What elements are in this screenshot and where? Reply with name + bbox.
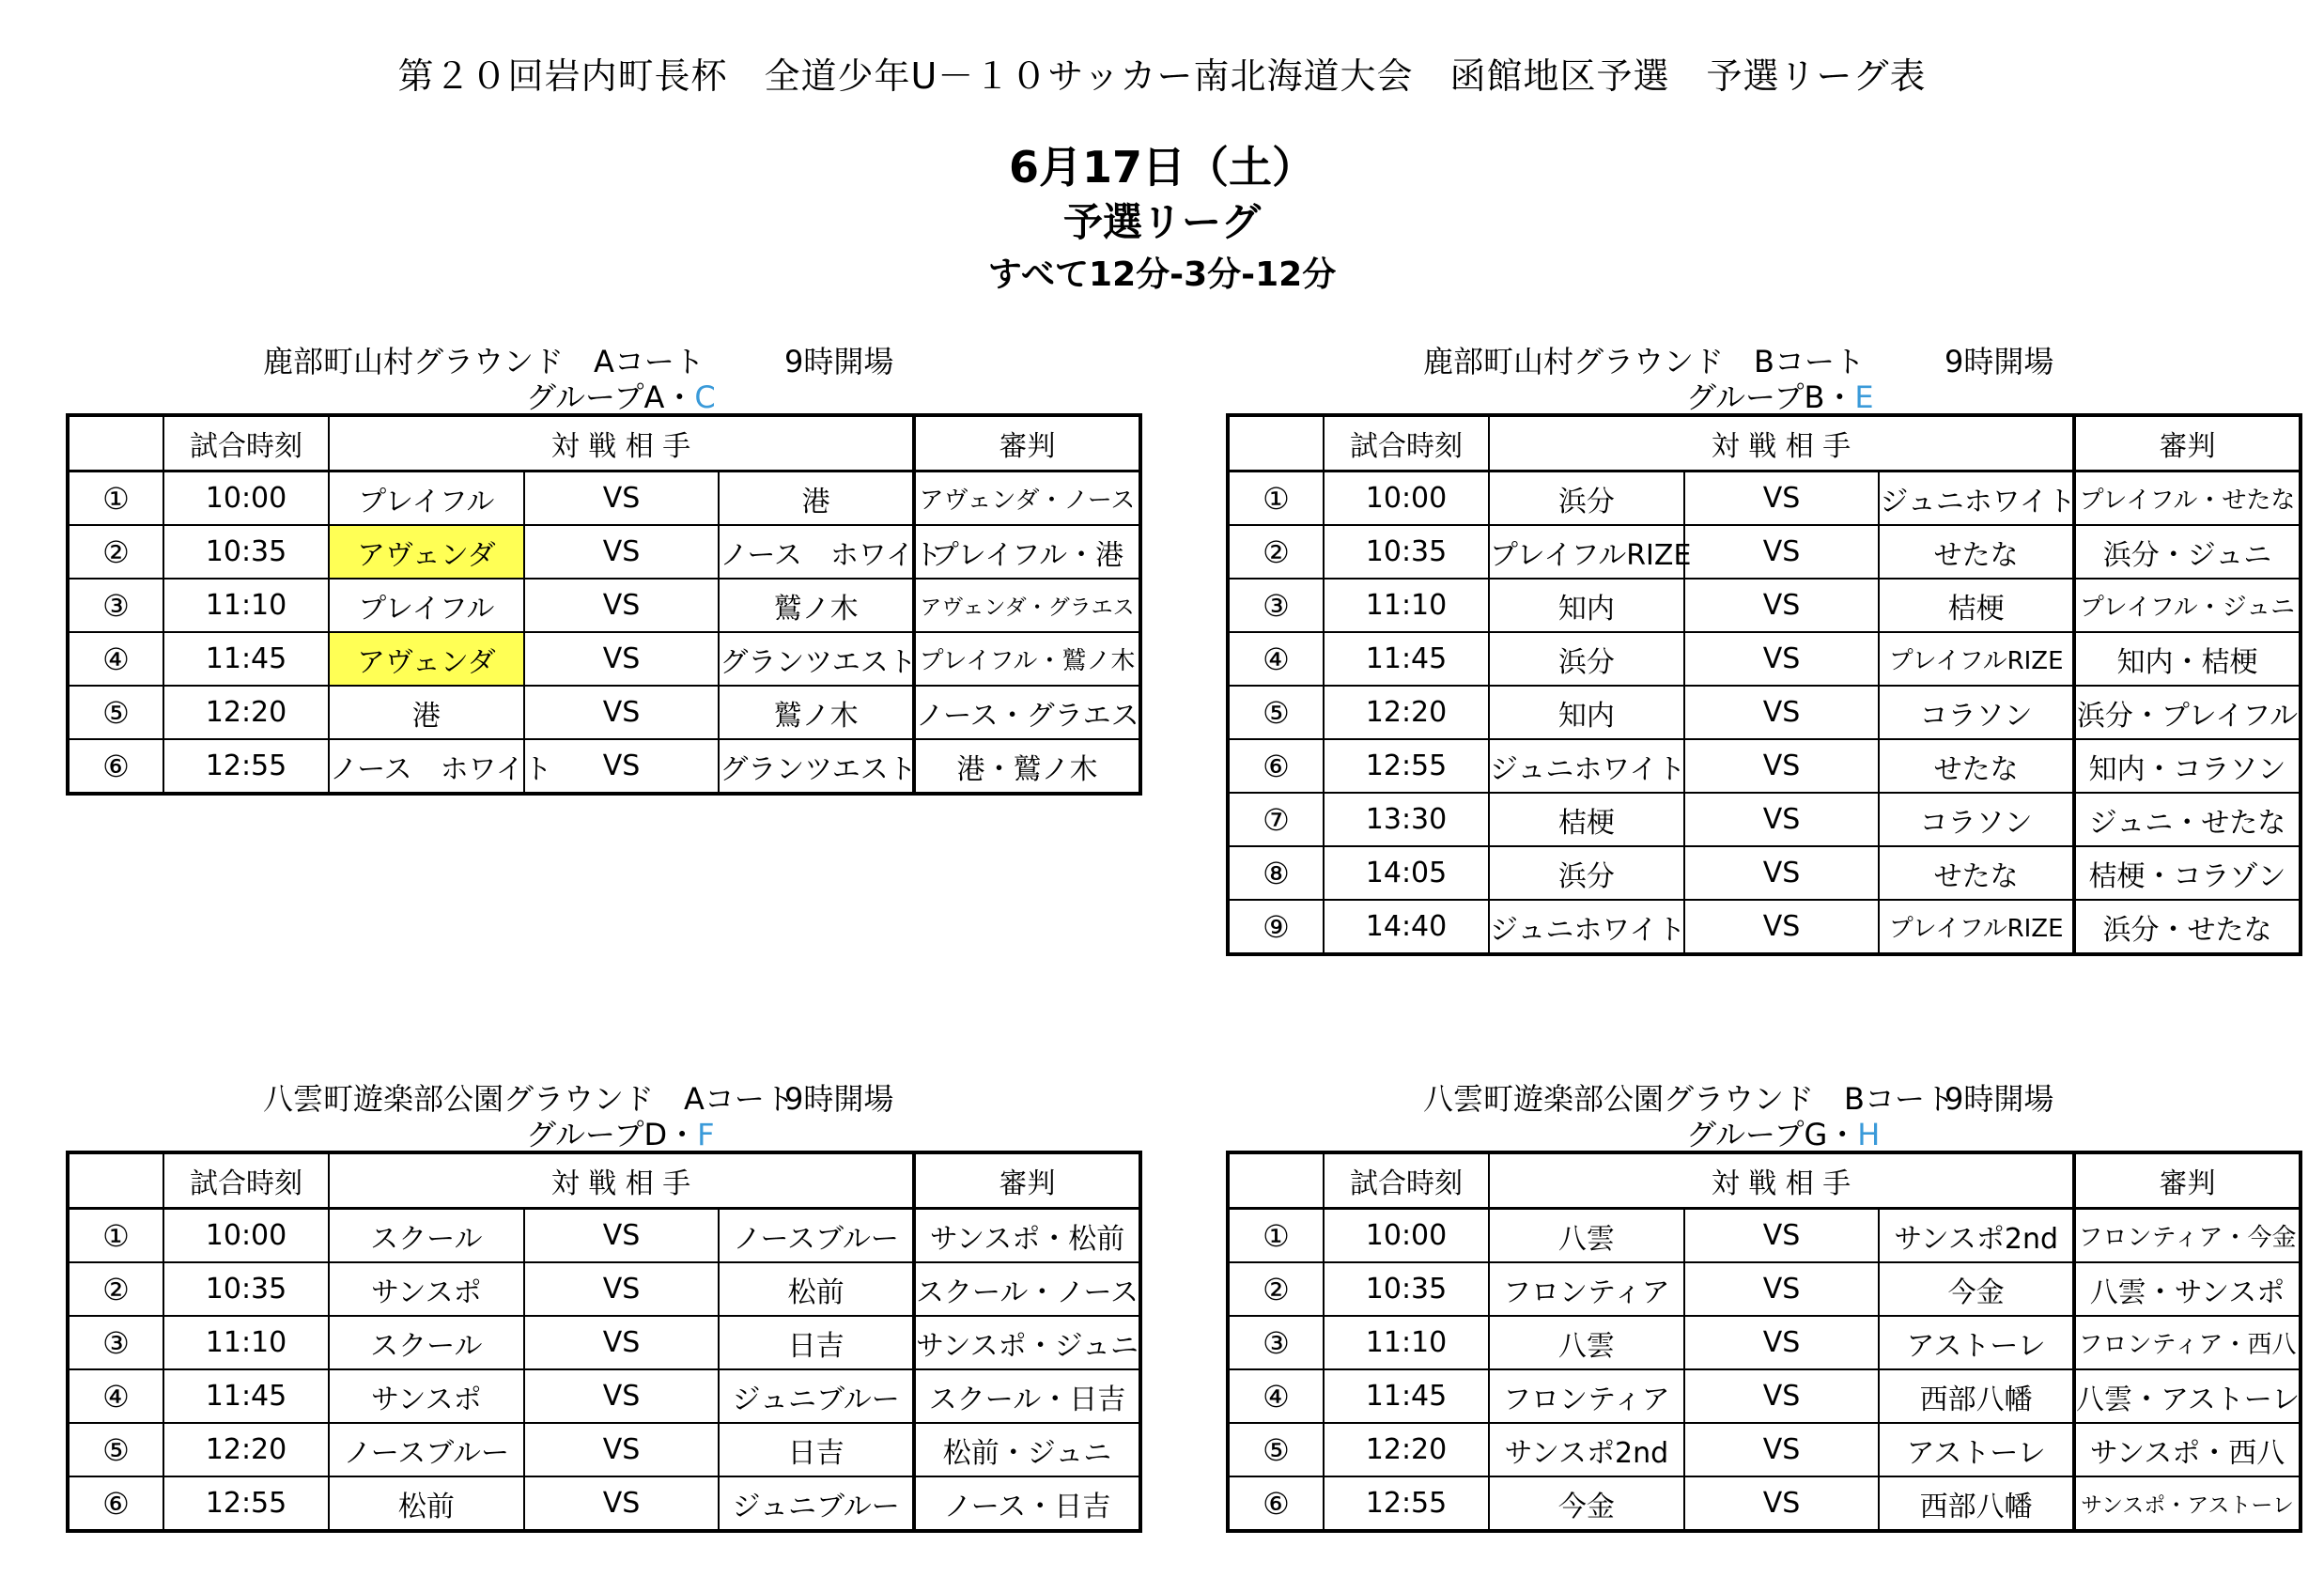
match-number: ② bbox=[68, 1262, 163, 1316]
header-num bbox=[1228, 415, 1324, 471]
match-number: ⑤ bbox=[1228, 1423, 1324, 1476]
venue-line bbox=[66, 1075, 1146, 1117]
vs-label: VS bbox=[1684, 1316, 1880, 1369]
match-time: 11:45 bbox=[163, 632, 329, 686]
vs-label: VS bbox=[1684, 1369, 1880, 1423]
match-number: ① bbox=[1228, 1209, 1324, 1263]
match-number: ③ bbox=[1228, 1316, 1324, 1369]
home-team: アヴェンダ bbox=[329, 525, 524, 579]
home-team: スクール bbox=[329, 1209, 524, 1263]
opening-time: 9時開場 bbox=[1944, 1081, 2054, 1117]
away-team: せたな bbox=[1879, 525, 2074, 579]
page-subtitle: 予選リーグ bbox=[1062, 199, 1261, 245]
referee-cell: プレイフル・せたな bbox=[2074, 471, 2301, 526]
match-number: ③ bbox=[1228, 579, 1324, 632]
match-time: 12:20 bbox=[163, 1423, 329, 1476]
vs-label: VS bbox=[524, 632, 720, 686]
referee-cell: 知内・コラソン bbox=[2074, 739, 2301, 793]
table-header-row bbox=[1228, 1152, 2301, 1209]
away-team: サンスポ2nd bbox=[1879, 1209, 2074, 1263]
home-team: プレイフル bbox=[329, 471, 524, 526]
referee-cell: 知内・桔梗 bbox=[2074, 632, 2301, 686]
away-team: アストーレ bbox=[1879, 1423, 2074, 1476]
home-team: 桔梗 bbox=[1489, 793, 1684, 846]
away-team: ノース ホワイト bbox=[719, 525, 914, 579]
table-row bbox=[68, 739, 1140, 794]
table-row bbox=[1228, 1316, 2301, 1369]
table-header-row bbox=[68, 1152, 1140, 1209]
home-team: 知内 bbox=[1489, 686, 1684, 739]
home-team: ノース ホワイト bbox=[329, 739, 524, 794]
home-team: 浜分 bbox=[1489, 632, 1684, 686]
match-time: 11:10 bbox=[1324, 579, 1489, 632]
match-number: ⑥ bbox=[1228, 739, 1324, 793]
venue-name: 八雲町遊楽部公園グラウンド Aコート bbox=[263, 1081, 795, 1117]
home-team: 浜分 bbox=[1489, 846, 1684, 900]
home-team: サンスポ2nd bbox=[1489, 1423, 1684, 1476]
match-time: 10:00 bbox=[163, 1209, 329, 1263]
referee-cell: プレイフル・港 bbox=[914, 525, 1140, 579]
match-number: ⑥ bbox=[68, 1476, 163, 1531]
home-team: フロンティア bbox=[1489, 1262, 1684, 1316]
vs-label: VS bbox=[1684, 686, 1880, 739]
match-number: ① bbox=[68, 471, 163, 526]
header-referee: 審判 bbox=[2074, 1152, 2301, 1209]
table-row bbox=[68, 1262, 1140, 1316]
match-time: 12:55 bbox=[1324, 739, 1489, 793]
vs-label: VS bbox=[1684, 525, 1880, 579]
home-team: 浜分 bbox=[1489, 471, 1684, 526]
table-row bbox=[68, 1423, 1140, 1476]
vs-label: VS bbox=[1684, 739, 1880, 793]
schedule-table bbox=[66, 1151, 1142, 1533]
referee-cell: サンスポ・松前 bbox=[914, 1209, 1140, 1263]
group-line bbox=[66, 1113, 1146, 1151]
match-number: ② bbox=[1228, 525, 1324, 579]
match-time: 14:40 bbox=[1324, 900, 1489, 954]
group-label: グループA・ bbox=[526, 379, 695, 415]
home-team: ジュニホワイト bbox=[1489, 900, 1684, 954]
group-label: グループG・ bbox=[1686, 1117, 1858, 1152]
referee-cell: アヴェンダ・グラエス bbox=[914, 579, 1140, 632]
match-number: ① bbox=[1228, 471, 1324, 526]
match-number: ⑤ bbox=[68, 1423, 163, 1476]
group-label: グループB・ bbox=[1686, 379, 1855, 415]
header-referee: 審判 bbox=[914, 415, 1140, 471]
table-row bbox=[1228, 632, 2301, 686]
match-time: 11:45 bbox=[1324, 632, 1489, 686]
vs-label: VS bbox=[524, 525, 720, 579]
match-number: ④ bbox=[68, 1369, 163, 1423]
referee-cell: ノース・日吉 bbox=[914, 1476, 1140, 1531]
away-team: ジュニブルー bbox=[719, 1369, 914, 1423]
match-number: ④ bbox=[1228, 1369, 1324, 1423]
vs-label: VS bbox=[1684, 900, 1880, 954]
vs-label: VS bbox=[524, 1262, 720, 1316]
vs-label: VS bbox=[1684, 632, 1880, 686]
table-row bbox=[68, 1369, 1140, 1423]
referee-cell: 浜分・プレイフル bbox=[2074, 686, 2301, 739]
vs-label: VS bbox=[524, 1423, 720, 1476]
referee-cell: ノース・グラエス bbox=[914, 686, 1140, 739]
table-row bbox=[1228, 793, 2301, 846]
header-match: 対 戦 相 手 bbox=[1489, 1152, 2074, 1209]
match-number: ③ bbox=[68, 579, 163, 632]
table-row bbox=[1228, 525, 2301, 579]
table-row bbox=[1228, 471, 2301, 526]
match-number: ⑤ bbox=[68, 686, 163, 739]
table-row bbox=[68, 1316, 1140, 1369]
vs-label: VS bbox=[524, 579, 720, 632]
header-num bbox=[68, 1152, 163, 1209]
header-match: 対 戦 相 手 bbox=[329, 1152, 914, 1209]
referee-cell: プレイフル・鷲ノ木 bbox=[914, 632, 1140, 686]
header-match: 対 戦 相 手 bbox=[1489, 415, 2074, 471]
venue-line bbox=[1226, 1075, 2306, 1117]
header-num bbox=[1228, 1152, 1324, 1209]
home-team: ノースブルー bbox=[329, 1423, 524, 1476]
opening-time: 9時開場 bbox=[1944, 344, 2054, 379]
match-time: 12:55 bbox=[163, 1476, 329, 1531]
away-team: アストーレ bbox=[1879, 1316, 2074, 1369]
vs-label: VS bbox=[1684, 1423, 1880, 1476]
away-team: 桔梗 bbox=[1879, 579, 2074, 632]
away-team: 今金 bbox=[1879, 1262, 2074, 1316]
event-date: 6月17日（土） bbox=[1008, 142, 1316, 193]
group-line bbox=[1226, 1113, 2306, 1151]
header-referee: 審判 bbox=[914, 1152, 1140, 1209]
home-team: スクール bbox=[329, 1316, 524, 1369]
home-team: 今金 bbox=[1489, 1476, 1684, 1531]
vs-label: VS bbox=[524, 1209, 720, 1263]
page-title: 第２０回岩内町長杯 全道少年U－１０サッカー南北海道大会 函館地区予選 予選リーグ表 bbox=[397, 55, 1927, 97]
away-team: グランツエスト bbox=[719, 739, 914, 794]
match-number: ③ bbox=[68, 1316, 163, 1369]
vs-label: VS bbox=[1684, 1476, 1880, 1531]
away-team: プレイフルRIZE bbox=[1879, 632, 2074, 686]
match-time: 11:10 bbox=[1324, 1316, 1489, 1369]
away-team: 西部八幡 bbox=[1879, 1476, 2074, 1531]
match-time: 11:45 bbox=[163, 1369, 329, 1423]
home-team: プレイフル bbox=[329, 579, 524, 632]
table-header-row bbox=[1228, 415, 2301, 471]
away-team: 日吉 bbox=[719, 1316, 914, 1369]
group-label: グループD・ bbox=[526, 1117, 698, 1152]
opening-time: 9時開場 bbox=[784, 344, 894, 379]
table-row bbox=[68, 686, 1140, 739]
table-row bbox=[1228, 1209, 2301, 1263]
away-team: コラソン bbox=[1879, 793, 2074, 846]
vs-label: VS bbox=[1684, 471, 1880, 526]
away-team: 西部八幡 bbox=[1879, 1369, 2074, 1423]
schedule-table bbox=[1226, 1151, 2302, 1533]
away-team: コラソン bbox=[1879, 686, 2074, 739]
match-time: 10:35 bbox=[163, 1262, 329, 1316]
referee-cell: 八雲・アストーレ bbox=[2074, 1369, 2301, 1423]
vs-label: VS bbox=[524, 686, 720, 739]
match-number: ⑦ bbox=[1228, 793, 1324, 846]
group-accent-label: E bbox=[1854, 379, 1874, 415]
table-row bbox=[68, 525, 1140, 579]
match-number: ④ bbox=[68, 632, 163, 686]
match-format: すべて12分-3分-12分 bbox=[987, 255, 1337, 294]
away-team: ノースブルー bbox=[719, 1209, 914, 1263]
header-time: 試合時刻 bbox=[163, 1152, 329, 1209]
match-time: 11:10 bbox=[163, 1316, 329, 1369]
away-team: 港 bbox=[719, 471, 914, 526]
away-team: 鷲ノ木 bbox=[719, 686, 914, 739]
match-time: 13:30 bbox=[1324, 793, 1489, 846]
match-time: 10:35 bbox=[163, 525, 329, 579]
away-team: 鷲ノ木 bbox=[719, 579, 914, 632]
venue-name: 鹿部町山村グラウンド Aコート bbox=[263, 344, 705, 379]
vs-label: VS bbox=[1684, 1209, 1880, 1263]
schedule-section bbox=[1226, 338, 2306, 947]
match-number: ⑨ bbox=[1228, 900, 1324, 954]
match-time: 12:55 bbox=[163, 739, 329, 794]
referee-cell: 松前・ジュニ bbox=[914, 1423, 1140, 1476]
schedule-table bbox=[1226, 413, 2302, 956]
header-time: 試合時刻 bbox=[1324, 1152, 1489, 1209]
group-accent-label: H bbox=[1857, 1117, 1881, 1152]
match-time: 12:20 bbox=[1324, 1423, 1489, 1476]
venue-name: 鹿部町山村グラウンド Bコート bbox=[1423, 344, 1865, 379]
match-number: ① bbox=[68, 1209, 163, 1263]
referee-cell: アヴェンダ・ノース bbox=[914, 471, 1140, 526]
table-row bbox=[1228, 1369, 2301, 1423]
table-row bbox=[1228, 579, 2301, 632]
home-team: 港 bbox=[329, 686, 524, 739]
match-number: ② bbox=[68, 525, 163, 579]
away-team: グランツエスト bbox=[719, 632, 914, 686]
referee-cell: サンスポ・ジュニ bbox=[914, 1316, 1140, 1369]
table-row bbox=[1228, 846, 2301, 900]
match-time: 14:05 bbox=[1324, 846, 1489, 900]
vs-label: VS bbox=[1684, 579, 1880, 632]
away-team: ジュニブルー bbox=[719, 1476, 914, 1531]
referee-cell: フロンティア・西八 bbox=[2074, 1316, 2301, 1369]
referee-cell: ジュニ・せたな bbox=[2074, 793, 2301, 846]
match-time: 12:55 bbox=[1324, 1476, 1489, 1531]
home-team: 八雲 bbox=[1489, 1316, 1684, 1369]
group-line bbox=[1226, 376, 2306, 413]
home-team: プレイフルRIZE bbox=[1489, 525, 1684, 579]
referee-cell: 桔梗・コラゾン bbox=[2074, 846, 2301, 900]
vs-label: VS bbox=[1684, 1262, 1880, 1316]
referee-cell: プレイフル・ジュニ bbox=[2074, 579, 2301, 632]
venue-line bbox=[1226, 338, 2306, 379]
home-team: サンスポ bbox=[329, 1262, 524, 1316]
away-team: プレイフルRIZE bbox=[1879, 900, 2074, 954]
header-time: 試合時刻 bbox=[1324, 415, 1489, 471]
match-time: 10:00 bbox=[1324, 1209, 1489, 1263]
referee-cell: 八雲・サンスポ bbox=[2074, 1262, 2301, 1316]
vs-label: VS bbox=[524, 1369, 720, 1423]
home-team: フロンティア bbox=[1489, 1369, 1684, 1423]
match-number: ④ bbox=[1228, 632, 1324, 686]
referee-cell: スクール・日吉 bbox=[914, 1369, 1140, 1423]
schedule-table bbox=[66, 413, 1142, 796]
match-number: ⑥ bbox=[1228, 1476, 1324, 1531]
match-time: 12:20 bbox=[1324, 686, 1489, 739]
referee-cell: 浜分・せたな bbox=[2074, 900, 2301, 954]
vs-label: VS bbox=[524, 471, 720, 526]
match-time: 12:20 bbox=[163, 686, 329, 739]
referee-cell: スクール・ノース bbox=[914, 1262, 1140, 1316]
home-team: ジュニホワイト bbox=[1489, 739, 1684, 793]
header-referee: 審判 bbox=[2074, 415, 2301, 471]
vs-label: VS bbox=[524, 1476, 720, 1531]
match-time: 10:35 bbox=[1324, 525, 1489, 579]
header-match: 対 戦 相 手 bbox=[329, 415, 914, 471]
table-row bbox=[1228, 1476, 2301, 1531]
schedule-section bbox=[66, 1075, 1146, 1523]
referee-cell: サンスポ・西八 bbox=[2074, 1423, 2301, 1476]
home-team: 知内 bbox=[1489, 579, 1684, 632]
away-team: せたな bbox=[1879, 739, 2074, 793]
referee-cell: 港・鷲ノ木 bbox=[914, 739, 1140, 794]
home-team: サンスポ bbox=[329, 1369, 524, 1423]
schedule-section bbox=[1226, 1075, 2306, 1523]
referee-cell: フロンティア・今金 bbox=[2074, 1209, 2301, 1263]
home-team: 八雲 bbox=[1489, 1209, 1684, 1263]
home-team: 松前 bbox=[329, 1476, 524, 1531]
header-time: 試合時刻 bbox=[163, 415, 329, 471]
referee-cell: サンスポ・アストーレ bbox=[2074, 1476, 2301, 1531]
table-row bbox=[68, 1476, 1140, 1531]
match-number: ② bbox=[1228, 1262, 1324, 1316]
table-row bbox=[68, 1209, 1140, 1263]
vs-label: VS bbox=[1684, 793, 1880, 846]
venue-line bbox=[66, 338, 1146, 379]
table-row bbox=[1228, 1423, 2301, 1476]
away-team: せたな bbox=[1879, 846, 2074, 900]
referee-cell: 浜分・ジュニ bbox=[2074, 525, 2301, 579]
table-row bbox=[1228, 1262, 2301, 1316]
match-number: ⑧ bbox=[1228, 846, 1324, 900]
away-team: 日吉 bbox=[719, 1423, 914, 1476]
table-row bbox=[1228, 739, 2301, 793]
schedule-section bbox=[66, 338, 1146, 786]
match-time: 10:00 bbox=[1324, 471, 1489, 526]
match-number: ⑥ bbox=[68, 739, 163, 794]
table-row bbox=[68, 471, 1140, 526]
table-row bbox=[1228, 686, 2301, 739]
vs-label: VS bbox=[524, 739, 720, 794]
match-time: 11:45 bbox=[1324, 1369, 1489, 1423]
vs-label: VS bbox=[1684, 846, 1880, 900]
group-line bbox=[66, 376, 1146, 413]
away-team: ジュニホワイト bbox=[1879, 471, 2074, 526]
match-time: 10:35 bbox=[1324, 1262, 1489, 1316]
match-time: 10:00 bbox=[163, 471, 329, 526]
table-row bbox=[68, 579, 1140, 632]
table-header-row bbox=[68, 415, 1140, 471]
home-team: アヴェンダ bbox=[329, 632, 524, 686]
match-time: 11:10 bbox=[163, 579, 329, 632]
venue-name: 八雲町遊楽部公園グラウンド Bコート bbox=[1423, 1081, 1955, 1117]
away-team: 松前 bbox=[719, 1262, 914, 1316]
vs-label: VS bbox=[524, 1316, 720, 1369]
group-accent-label: F bbox=[697, 1117, 715, 1152]
table-row bbox=[1228, 900, 2301, 954]
header-num bbox=[68, 415, 163, 471]
opening-time: 9時開場 bbox=[784, 1081, 894, 1117]
table-row bbox=[68, 632, 1140, 686]
match-number: ⑤ bbox=[1228, 686, 1324, 739]
group-accent-label: C bbox=[694, 379, 716, 415]
